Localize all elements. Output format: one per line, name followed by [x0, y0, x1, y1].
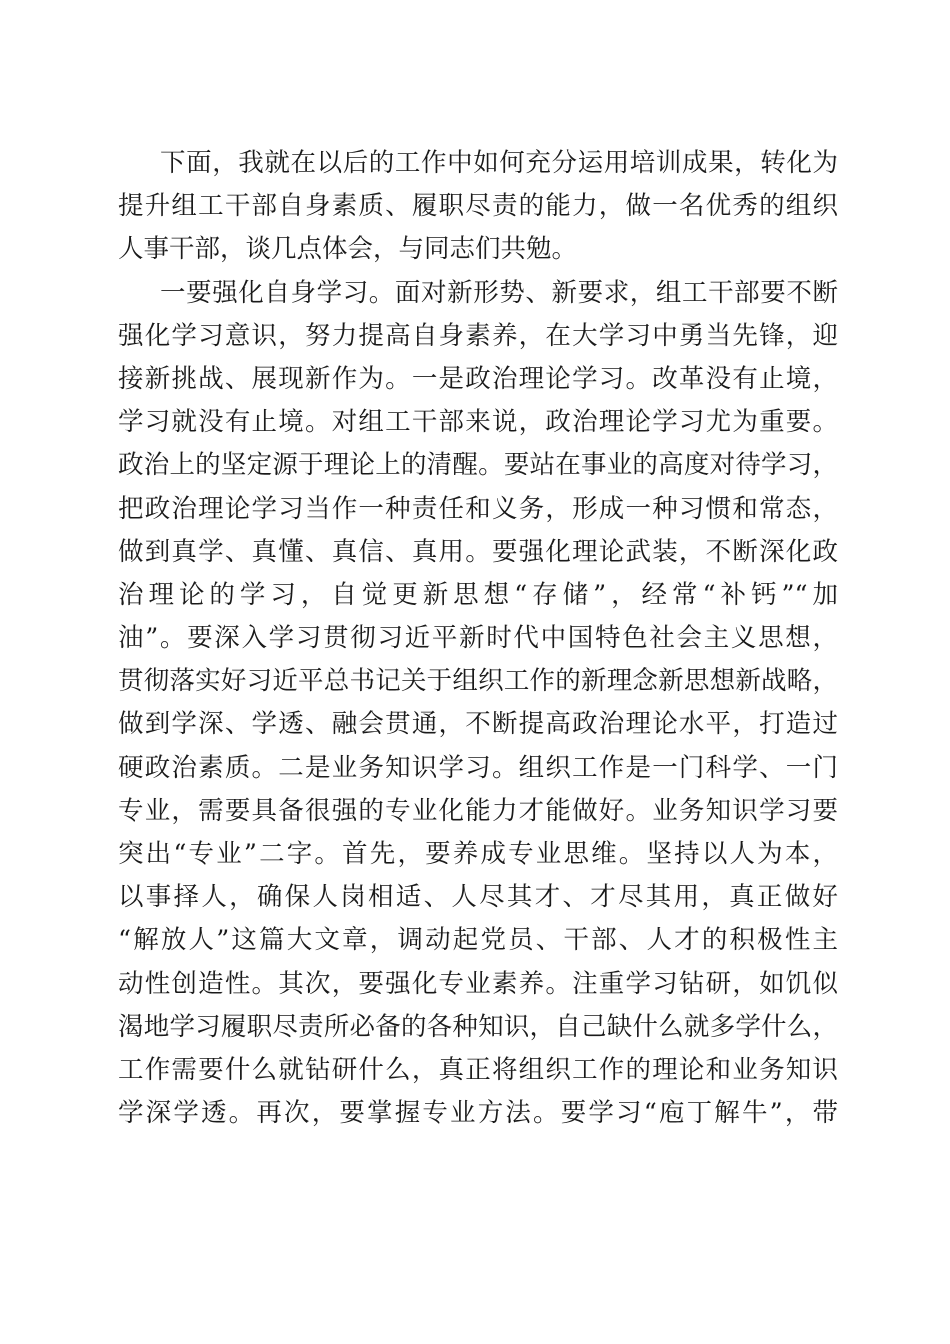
paragraph-2-line-11: 做到学深、学透、融会贯通，不断提高政治理论水平，打造过: [118, 709, 838, 740]
paragraph-2-line-16: “解放人”这篇大文章，调动起党员、干部、人才的积极性主: [118, 925, 838, 956]
paragraph-2-line-6: 把政治理论学习当作一种责任和义务，形成一种习惯和常态，: [118, 493, 838, 524]
paragraph-2-line-14: 突出“专业”二字。首先，要养成专业思维。坚持以人为本，: [118, 839, 838, 869]
paragraph-2-line-5: 政治上的坚定源于理论上的清醒。要站在事业的高度对待学习，: [118, 450, 838, 481]
paragraph-1-line-3: 人事干部，谈几点体会，与同志们共勉。: [118, 234, 578, 265]
paragraph-2-line-3: 接新挑战、展现新作为。一是政治理论学习。改革没有止境，: [118, 363, 838, 394]
paragraph-2-line-10: 贯彻落实好习近平总书记关于组织工作的新理念新思想新战略，: [118, 666, 838, 697]
paragraph-2-line-17: 动性创造性。其次，要强化专业素养。注重学习钻研，如饥似: [118, 968, 838, 999]
paragraph-2-line-15: 以事择人，确保人岗相适、人尽其才、才尽其用，真正做好: [118, 882, 838, 913]
paragraph-2-line-19: 工作需要什么就钻研什么，真正将组织工作的理论和业务知识: [118, 1054, 838, 1085]
paragraph-1-line-2: 提升组工干部自身素质、履职尽责的能力，做一名优秀的组织: [118, 191, 838, 222]
paragraph-2-line-2: 强化学习意识，努力提高自身素养，在大学习中勇当先锋，迎: [118, 320, 838, 351]
paragraph-2-line-7: 做到真学、真懂、真信、真用。要强化理论武装，不断深化政: [118, 536, 838, 567]
paragraph-2-line-1: 一要强化自身学习。面对新形势、新要求，组工干部要不断: [160, 277, 838, 308]
paragraph-2-line-9: 油”。要深入学习贯彻习近平新时代中国特色社会主义思想，: [118, 623, 838, 654]
paragraph-2-line-18: 渴地学习履职尽责所必备的各种知识，自己缺什么就多学什么，: [118, 1011, 838, 1042]
body-text: [118, 142, 838, 1135]
paragraph-2-line-12: 硬政治素质。二是业务知识学习。组织工作是一门科学、一门: [118, 752, 838, 783]
paragraph-2-line-8: 治理论的学习，自觉更新思想“存储”，经常“补钙”“加: [118, 579, 838, 610]
paragraph-2-line-20: 学深学透。再次，要掌握专业方法。要学习“庖丁解牛”，带: [118, 1098, 838, 1129]
paragraph-2-line-4: 学习就没有止境。对组工干部来说，政治理论学习尤为重要。: [118, 407, 838, 438]
paragraph-2-line-13: 专业，需要具备很强的专业化能力才能做好。业务知识学习要: [118, 795, 838, 826]
paragraph-1-line-1: 下面，我就在以后的工作中如何充分运用培训成果，转化为: [160, 148, 838, 178]
